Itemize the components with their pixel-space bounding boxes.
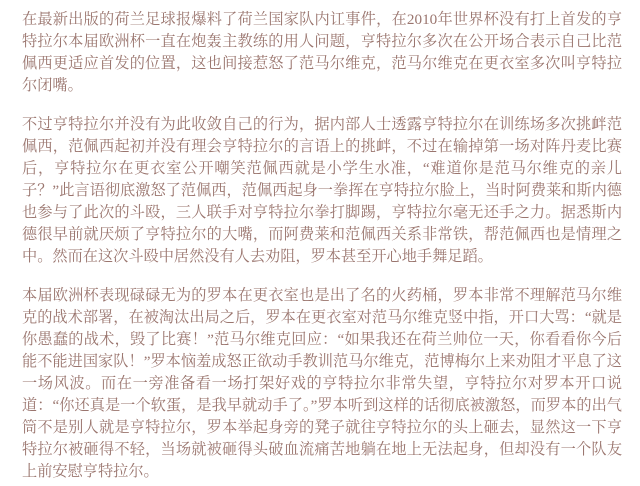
article-paragraph-2: 不过亨特拉尔并没有为此收敛自己的行为，据内部人士透露亨特拉尔在训练场多次挑衅范佩西，范佩西起初并没有理会亨特拉尔的言语上的挑衅，不过在输掉第一场对阵丹麦比赛后，亨特拉尔在更衣室公开嘲笑范佩西就是小学生水准，“难道你是范马尔维克的亲儿子？”此言语彻底激怒了范佩西，范佩西起身一拳挥在亨特拉尔脸上，当时阿费莱和斯内德也参与了此次的斗殴，三人联手对亨特拉尔拳打脚踢，亨特拉尔毫无还手之力。据悉斯内德很早前就厌烦了亨特拉尔的大嘴，而阿费莱和范佩西关系非常铁，帮范佩西也是情理之中。然而在这次斗殴中居然没有人去劝阻，罗本甚至开心地手舞足蹈。 (22, 116, 622, 265)
article-paragraph-3: 本届欧洲杯表现碌碌无为的罗本在更衣室也是出了名的火药桶，罗本非常不理解范马尔维克的战术部署，在被淘汰出局之后，罗本在更衣室对范马尔维克竖中指，开口大骂：“就是你愚蠢的战术，毁了比赛！”范马尔维克回应：“如果我还在荷兰帅位一天，你看看你今后能不能进国家队！”罗本恼羞成怒正欲动手教训范马尔维克，范博梅尔上来劝阻才平息了这一场风波。而在一旁准备看一场打架好戏的亨特拉尔非常失望，亨特拉尔对罗本开口说道：“你还真是一个软蛋，是我早就动手了。”罗本听到这样的话彻底被激怒，而罗本的出气筒不是别人就是亨特拉尔，罗本举起身旁的凳子就往亨特拉尔的头上砸去，显然这一下亨特拉尔被砸得不轻，当场就被砸得头破血流痛苦地躺在地上无法起身，但却没有一个队友上前安慰亨特拉尔。 (22, 287, 622, 480)
article-paragraph-1: 在最新出版的荷兰足球报爆料了荷兰国家队内讧事件，在2010年世界杯没有打上首发的亨特拉尔本届欧洲杯一直在炮轰主教练的用人问题，亨特拉尔多次在公开场合表示自己比范佩西更适应首发的位置，这也间接惹怒了范马尔维克，范马尔维克在更衣室多次叫亨特拉尔闭嘴。 (22, 11, 622, 94)
